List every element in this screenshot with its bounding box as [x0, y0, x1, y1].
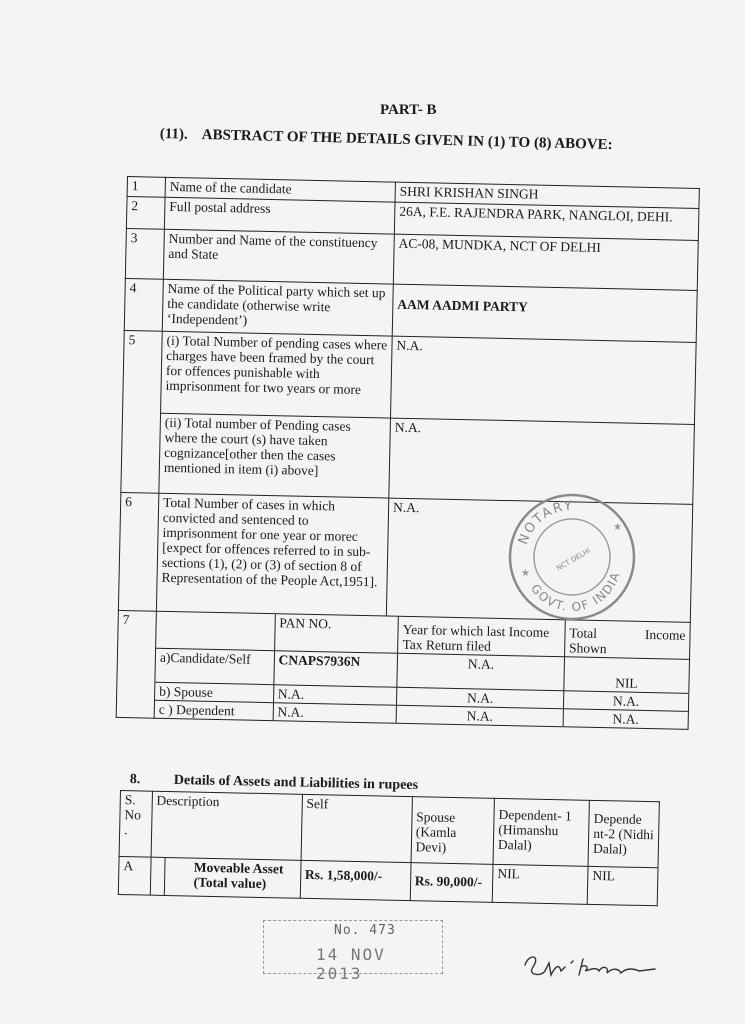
spouse-value: Rs. 90,000/-: [410, 863, 493, 903]
income-row-label: b) Spouse: [155, 682, 274, 702]
dependent2-value: NIL: [587, 866, 658, 905]
seal-text-top: NOTARY: [515, 498, 575, 547]
row-number: 6: [118, 492, 158, 611]
assets-header-row: [119, 791, 659, 868]
part-title: PART- B: [380, 102, 437, 118]
income-value: N.A.: [563, 708, 688, 729]
income-header-word-1: Total: [569, 624, 598, 641]
received-stamp: [263, 920, 443, 983]
itr-year-value: N.A.: [397, 653, 564, 690]
section-number: (11).: [159, 126, 188, 143]
assets-section-number: 8.: [129, 772, 141, 788]
abstract-table-wrapper: [116, 176, 700, 730]
income-header: [564, 620, 689, 659]
description-header: Description: [151, 791, 302, 860]
seal-star-icon: ★: [521, 568, 530, 579]
assets-table: [118, 790, 660, 906]
sno-value: A: [118, 856, 150, 895]
row-label: Name of the Political party which set up the candidate (otherwise write ‘Independent’): [162, 279, 393, 336]
income-table: [155, 612, 690, 729]
table-row-income: [116, 610, 690, 729]
pan-value: N.A.: [273, 702, 397, 723]
income-header-blank: [156, 612, 275, 650]
row-label: (i) Total Number of pending cases where charges have been framed by the court for offences punishable with imprisonment for two years or more: [161, 331, 393, 418]
seal-inner-text: NCT DELHI: [555, 546, 592, 573]
row-number: 1: [127, 177, 165, 198]
row-value: 26A, F.E. RAJENDRA PARK, NANGLOI, DEHI.: [394, 202, 699, 240]
assets-section-title: Details of Assets and Liabilities in rupees: [173, 772, 419, 794]
row-value: N.A.: [386, 498, 692, 622]
income-value: N.A.: [563, 690, 688, 711]
income-header-word-3: Shown: [568, 639, 607, 656]
row-label: Number and Name of the constituency and State: [163, 229, 394, 284]
row-label: Total Number of cases in which convicted and sentenced to imprisonment for one year or morec [expect for offences referred to in sub- sections (1), (2) or (3) of section 8 of Representation of the People Act,1951].: [156, 493, 388, 616]
dependent2-header: Depende nt-2 (Nidhi Dalal): [588, 800, 659, 867]
row-number: 5: [121, 330, 162, 493]
itr-year-header: Year for which last Income Tax Return filed: [398, 617, 565, 656]
row-value: N.A.: [389, 418, 695, 504]
self-header: Self: [301, 794, 412, 862]
blank-cell: [150, 857, 166, 895]
pan-header: PAN NO.: [274, 614, 398, 653]
income-row-label: a)Candidate/Self: [155, 648, 274, 684]
abstract-title: [160, 126, 613, 154]
dependent1-value: NIL: [492, 864, 588, 904]
row-value: N.A.: [390, 336, 696, 424]
seal-star-icon: ★: [613, 522, 622, 533]
row-label: (ii) Total number of Pending cases where the court (s) have taken cognizance[other then the cases mentioned in item (i) above]: [159, 413, 391, 498]
section-title: ABSTRACT OF THE DETAILS GIVEN IN (1) TO (8) ABOVE:: [201, 127, 613, 154]
notary-seal-icon: [505, 490, 640, 625]
row-value: AC-08, MUNDKA, NCT OF DELHI: [393, 234, 698, 290]
itr-year-value: N.A.: [397, 687, 564, 708]
pan-value: N.A.: [273, 684, 397, 705]
stamp-serial: No. 473: [334, 923, 396, 938]
stamp-date: 14 NOV 2013: [316, 945, 386, 983]
sno-header: S. No .: [119, 791, 152, 858]
signature-icon: [515, 945, 665, 990]
seal-text-bottom: GOVT. OF INDIA: [528, 569, 623, 615]
dependent1-header: Dependent- 1 (Himanshu Dalal): [493, 798, 589, 866]
description-value: Moveable Asset (Total value): [165, 857, 301, 898]
row-label: Name of the candidate: [165, 177, 395, 202]
income-cell: [154, 611, 690, 729]
row-value: SHRI KRISHAN SINGH: [395, 182, 699, 208]
income-value: NIL: [564, 656, 689, 693]
row-value: AAM AADMI PARTY: [392, 284, 697, 342]
abstract-table: [116, 176, 700, 730]
row-number: 2: [126, 197, 165, 230]
row-number: 3: [125, 228, 164, 279]
spouse-header: Spouse (Kamla Devi): [411, 797, 495, 865]
table-row: [123, 330, 697, 424]
self-value: Rs. 1,58,000/-: [300, 860, 411, 900]
row-label: Full postal address: [164, 197, 395, 234]
assets-table-wrapper: [118, 790, 660, 906]
income-header-word-2: Income: [644, 626, 686, 643]
row-number: 7: [116, 610, 156, 718]
row-number: 4: [124, 278, 163, 331]
svg-text:NOTARY: [516, 499, 574, 547]
pan-value: CNAPS7936N: [274, 650, 398, 687]
income-row-label: c ) Dependent: [155, 700, 274, 720]
itr-year-value: N.A.: [396, 705, 563, 726]
